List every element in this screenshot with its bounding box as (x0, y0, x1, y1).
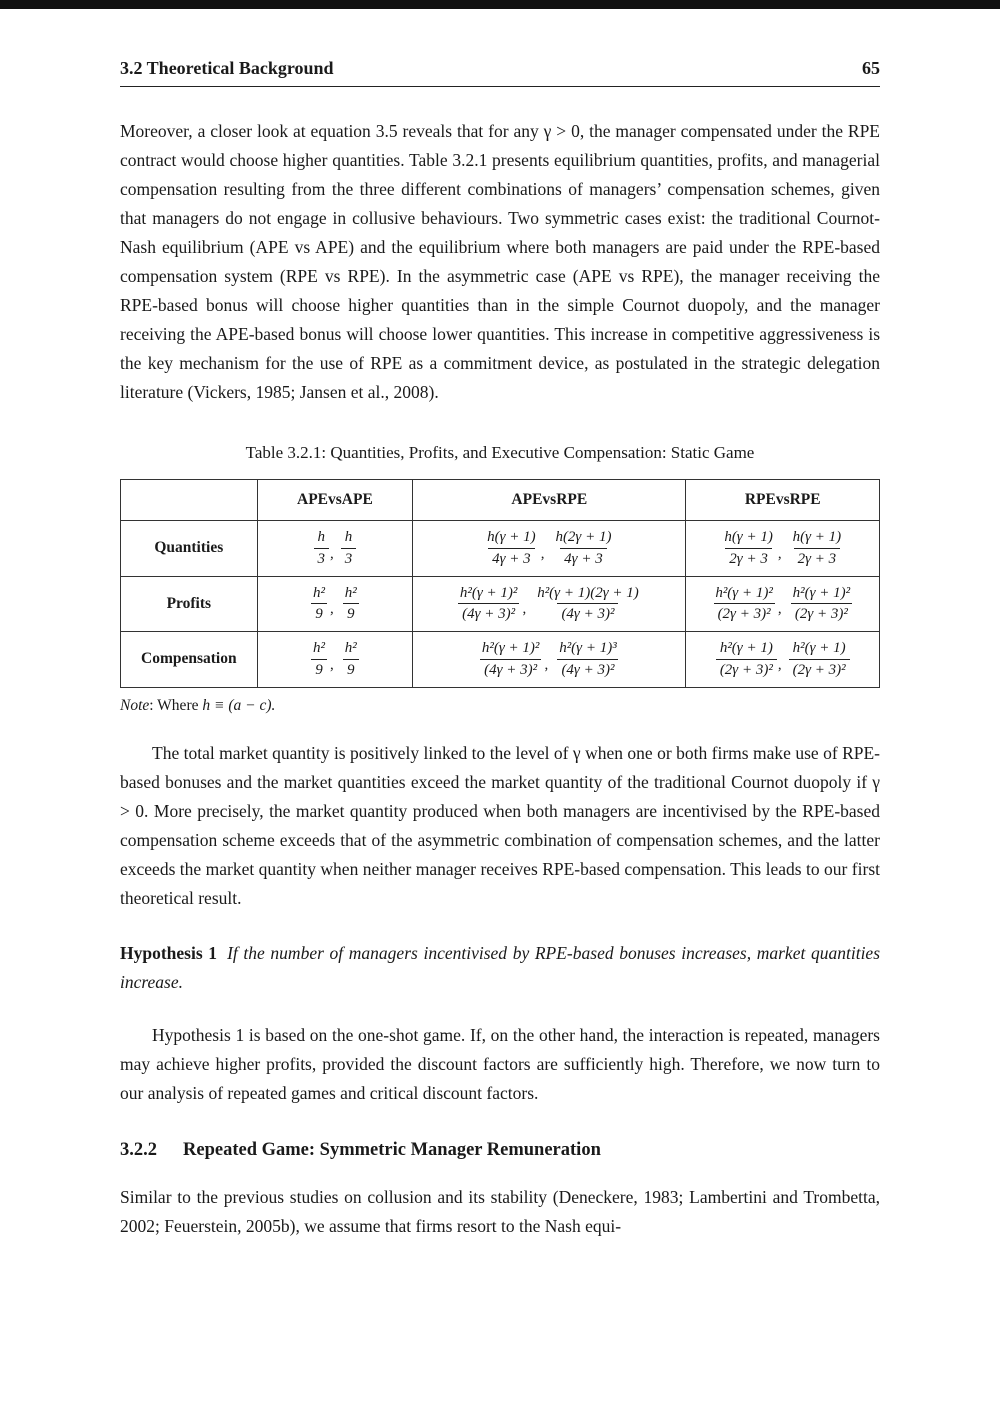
table-cell (413, 632, 686, 688)
fraction-numerator: h²(γ + 1)² (459, 584, 518, 601)
fraction-denominator: 2γ + 3 (794, 548, 841, 569)
table-note (120, 697, 880, 715)
fraction-numerator: h² (344, 584, 357, 601)
fraction (309, 639, 329, 680)
fraction-separator: , (522, 601, 527, 618)
fraction (341, 584, 361, 625)
fraction-numerator: h²(γ + 1) (719, 640, 773, 656)
table-cell (413, 576, 686, 632)
section-header-title: 3.2 Theoretical Background (120, 58, 334, 78)
note-math: h ≡ (a − c). (202, 696, 276, 714)
fraction (711, 584, 777, 625)
table-row (121, 576, 880, 632)
paragraph-3: Hypothesis 1 is based on the one-shot game. If, on the other hand, the interaction is repeated, managers may achieve higher profits, provided the discount factors are sufficiently high. Therefore, we now turn to our analysis of repeated games and critical discount factors. (120, 1024, 880, 1103)
fraction (341, 639, 361, 680)
fraction (789, 584, 855, 625)
row-label: Compensation (121, 632, 258, 688)
subsection-title: Repeated Game: Symmetric Manager Remuneration (183, 1139, 601, 1160)
fraction-denominator: 9 (343, 659, 359, 680)
fraction-numerator: h²(γ + 1) (792, 640, 846, 656)
row-label: Profits (121, 576, 258, 632)
table-body (121, 521, 880, 688)
fraction-denominator: 9 (311, 603, 327, 624)
running-header (120, 58, 880, 87)
fraction-numerator: h² (313, 584, 326, 601)
fraction-denominator: 3 (314, 548, 330, 569)
fraction-denominator: 2γ + 3 (725, 548, 772, 569)
fraction-denominator: (2γ + 3)² (716, 659, 777, 680)
fraction (341, 528, 357, 569)
table-cell (257, 576, 413, 632)
fraction (478, 639, 544, 680)
fraction-numerator: h (344, 529, 353, 545)
fraction-denominator: (2γ + 3)² (791, 603, 852, 624)
row-label: Quantities (121, 521, 258, 577)
table-header-row (121, 480, 880, 521)
fraction (533, 584, 643, 625)
fraction-separator: , (330, 545, 334, 562)
fraction-denominator: 4γ + 3 (560, 548, 607, 569)
fraction-numerator: h²(γ + 1)² (715, 584, 773, 601)
table-cell (413, 521, 686, 577)
fraction-numerator: h² (313, 640, 326, 656)
fraction-separator: , (330, 656, 334, 673)
table-header-apevsrpe: APEvsRPE (413, 480, 686, 521)
fraction-numerator: h (317, 529, 326, 545)
fraction-separator: , (777, 545, 782, 562)
fraction (720, 528, 777, 569)
results-table (120, 479, 880, 688)
fraction-numerator: h²(γ + 1)³ (559, 640, 617, 656)
fraction-denominator: (4γ + 3)² (458, 603, 519, 624)
hypothesis-label: Hypothesis 1 (120, 942, 218, 963)
fraction-separator: , (540, 545, 545, 562)
table-row (121, 632, 880, 688)
table-cell (257, 632, 413, 688)
paragraph-2: The total market quantity is positively linked to the level of γ when one or both firms make use of RPE-based bonuses and the market quantities exceed the market quantity of the traditional Cournot duopoly if γ > 0. More precisely, the market quantity produced when both managers are incentivised by the RPE-based compensation scheme exceeds that of the asymmetric combination of compensation schemes, and the latter exceeds the market quantity when neither manager receives RPE-based compensation. This leads to our first theoretical result. (120, 742, 880, 908)
fraction-numerator: h(γ + 1) (487, 529, 536, 545)
fraction-numerator: h²(γ + 1)(2γ + 1) (537, 584, 639, 601)
fraction-denominator: 3 (341, 548, 357, 569)
fraction-denominator: (4γ + 3)² (480, 659, 541, 680)
table-cell (686, 576, 880, 632)
fraction-denominator: (2γ + 3)² (789, 659, 850, 680)
table-header-rpevsrpe: RPEvsRPE (686, 480, 880, 521)
fraction-separator: , (544, 656, 549, 673)
note-label: Note (120, 696, 150, 714)
fraction-numerator: h²(γ + 1)² (481, 640, 540, 656)
subsection-number: 3.2.2 (120, 1139, 157, 1160)
table-header-empty (121, 480, 258, 521)
fraction (555, 639, 621, 680)
fraction-separator: , (330, 601, 334, 618)
note-text: : Where (149, 696, 203, 714)
fraction-separator: , (777, 601, 782, 618)
fraction-numerator: h(γ + 1) (792, 529, 842, 545)
table-cell (686, 632, 880, 688)
table-header-apevsape: APEvsAPE (257, 480, 413, 521)
fraction (716, 639, 777, 680)
fraction-denominator: (4γ + 3)² (557, 603, 618, 624)
paragraph-4: Similar to the previous studies on collusion and its stability (Deneckere, 1983; Lambertini and Trombetta, 2002; Feuerstein, 2005b), we assume that firms resort to the Nash equi- (120, 1186, 880, 1236)
table-caption: Table 3.2.1: Quantities, Profits, and Executive Compensation: Static Game (245, 443, 755, 462)
fraction (483, 528, 540, 569)
paragraph-1: Moreover, a closer look at equation 3.5 reveals that for any γ > 0, the manager compensated under the RPE contract would choose higher quantities. Table 3.2.1 presents equilibrium quantities, profits, and managerial compensation resulting from the three different combinations of managers’ compensation schemes, given that managers do not engage in collusive behaviours. Two symmetric cases exist: the traditional Cournot-Nash equilibrium (APE vs APE) and the equilibrium where both managers are paid under the RPE-based compensation system (RPE vs RPE). In the asymmetric case (APE vs RPE), the manager receiving the RPE-based bonus will choose higher quantities than in the simple Cournot duopoly, and the manager receiving the APE-based bonus will choose lower quantities. This increase in competitive aggressiveness is the key mechanism for the use of RPE as a commitment device, as postulated in the strategic delegation literature (Vickers, 1985; Jansen et al., 2008). (120, 121, 880, 402)
fraction-separator: , (777, 656, 782, 673)
fraction (789, 528, 846, 569)
fraction-denominator: 9 (311, 659, 327, 680)
fraction-denominator: 4γ + 3 (488, 548, 535, 569)
fraction (789, 639, 850, 680)
fraction-numerator: h² (344, 640, 357, 656)
table-header (121, 480, 880, 521)
hypothesis-text: If the number of managers incentivised by RPE-based bonuses increases, market quantities increase. (120, 942, 881, 992)
fraction-numerator: h(γ + 1) (724, 529, 773, 545)
table-cell (686, 521, 880, 577)
fraction-numerator: h²(γ + 1)² (792, 584, 851, 601)
fraction-numerator: h(2γ + 1) (555, 529, 612, 545)
table-row (121, 521, 880, 577)
fraction-denominator: 9 (343, 603, 359, 624)
fraction (309, 584, 329, 625)
fraction (456, 584, 522, 625)
fraction-denominator: (2γ + 3)² (714, 603, 775, 624)
subsection-heading (120, 1140, 880, 1161)
table-cell (257, 521, 413, 577)
scan-top-edge (0, 0, 1000, 9)
page-number: 65 (862, 58, 880, 78)
fraction (314, 528, 330, 569)
fraction (551, 528, 615, 569)
hypothesis-1 (120, 939, 880, 997)
fraction-denominator: (4γ + 3)² (557, 659, 618, 680)
